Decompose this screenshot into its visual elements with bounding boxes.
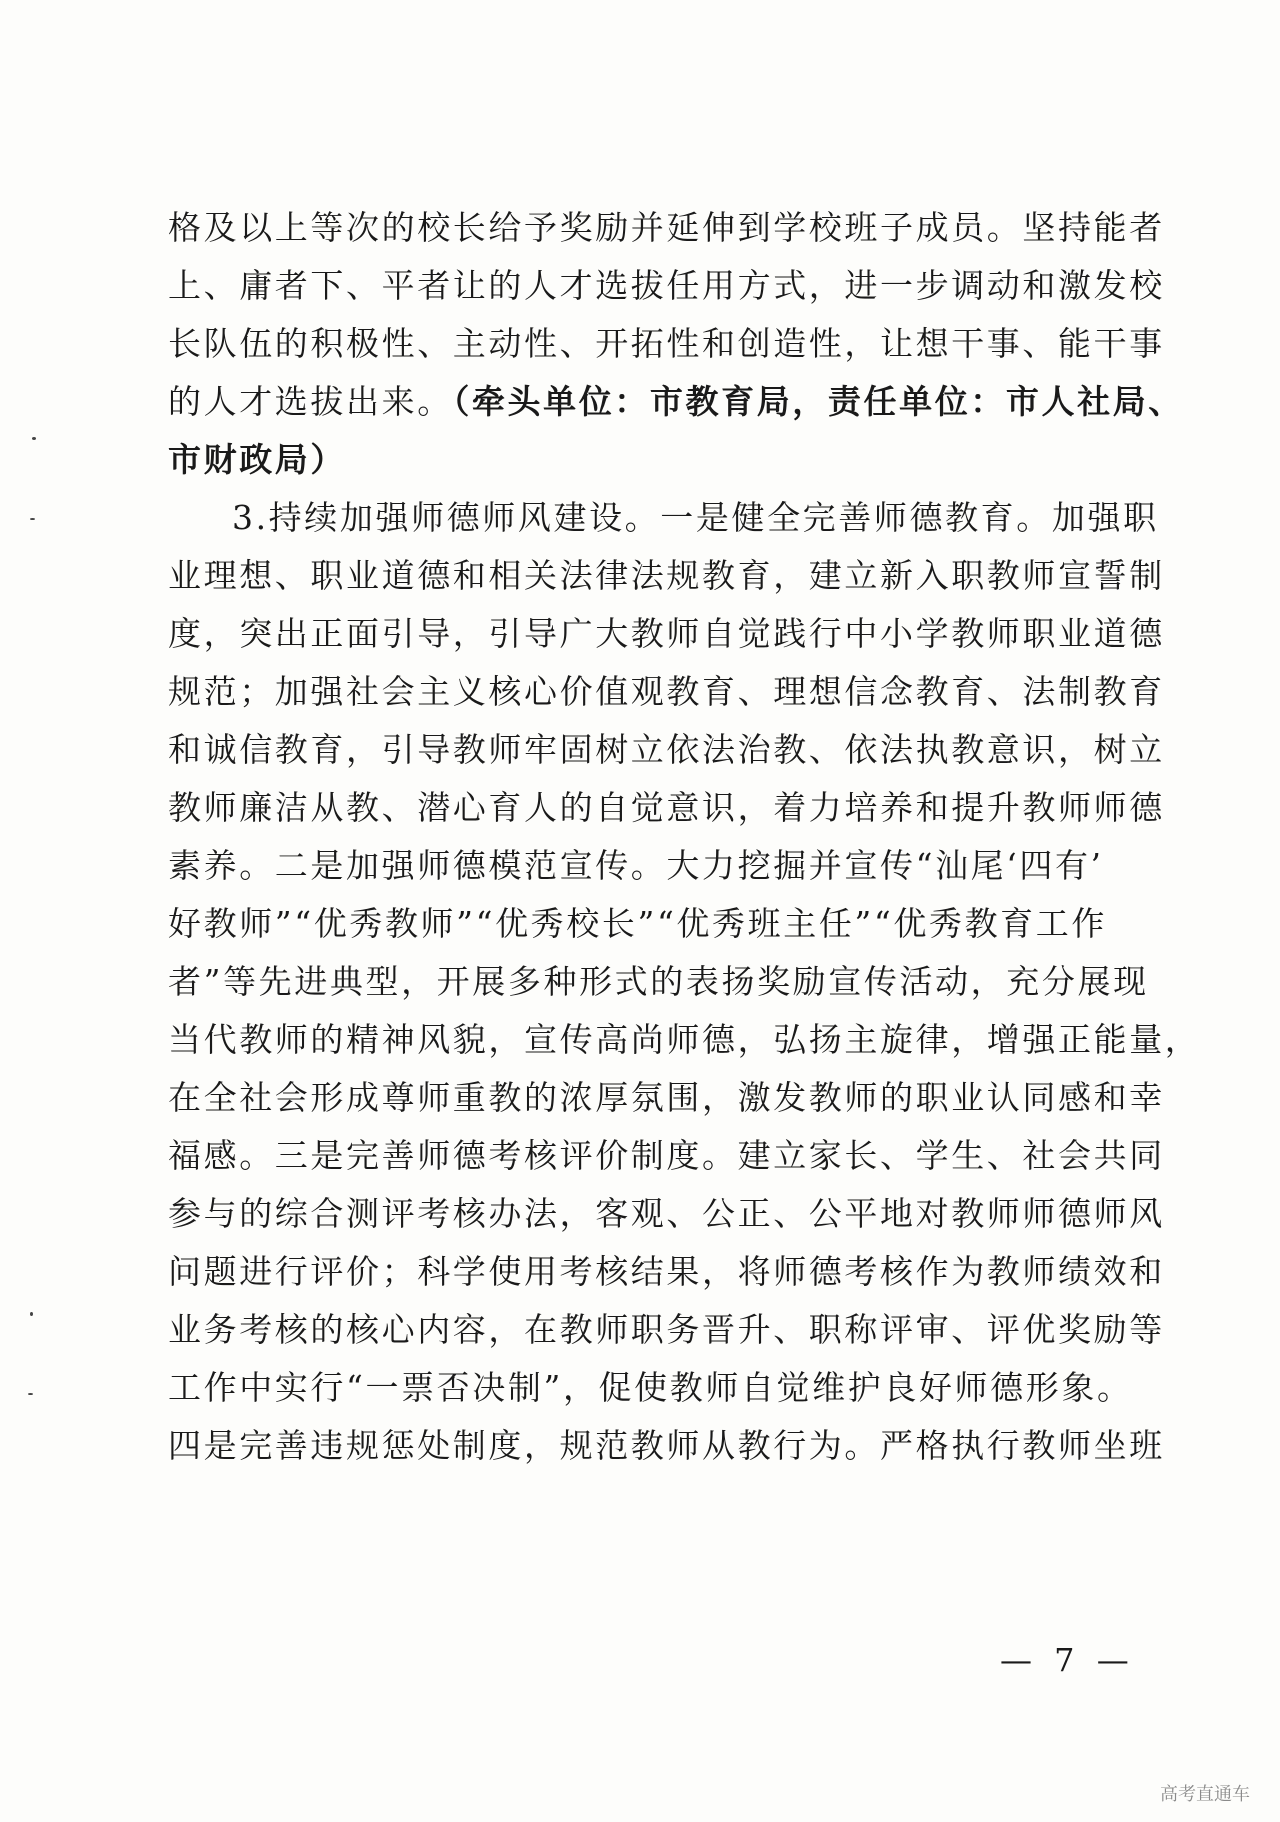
- section-heading: 3.持续加强师德师风建设。一是健全完善师德教育。加强职: [232, 498, 1159, 537]
- text-line-7: 业理想、职业道德和相关法律法规教育，建立新入职教师宣誓制: [168, 556, 1165, 595]
- text-line-8: 度，突出正面引导，引导广大教师自觉践行中小学教师职业道德: [168, 614, 1165, 653]
- text-line-21: 工作中实行“一票否决制”，促使教师自觉维护良好师德形象。: [168, 1368, 1133, 1407]
- scan-speck: [28, 1393, 33, 1395]
- text-line-1: 格及以上等次的校长给予奖励并延伸到学校班子成员。坚持能者: [168, 208, 1165, 247]
- text-line-3: 长队伍的积极性、主动性、开拓性和创造性，让想干事、能干事: [168, 324, 1165, 363]
- responsible-units: （牵头单位：市教育局，责任单位：市人社局、: [452, 382, 1184, 421]
- text-line-13: 好教师”“优秀教师”“优秀校长”“优秀班主任”“优秀教育工作: [168, 904, 1107, 943]
- text-line-2: 上、庸者下、平者让的人才选拔任用方式，进一步调动和激发校: [168, 266, 1165, 305]
- scan-speck: [30, 518, 35, 520]
- text-line-12: 素养。二是加强师德模范宣传。大力挖掘并宣传“汕尾‘四有’: [168, 846, 1104, 885]
- text-line-5: [168, 440, 346, 480]
- text-line-10: 和诚信教育，引导教师牢固树立依法治教、依法执教意识，树立: [168, 730, 1165, 769]
- text-line-22: 四是完善违规惩处制度，规范教师从教行为。严格执行教师坐班: [168, 1426, 1165, 1465]
- text-line-17: 福感。三是完善师德考核评价制度。建立家长、学生、社会共同: [168, 1136, 1165, 1175]
- text-line-14: 者”等先进典型，开展多种形式的表扬奖励宣传活动，充分展现: [168, 962, 1149, 1001]
- page-number: — 7 —: [1000, 1641, 1135, 1679]
- text-line-19: 问题进行评价；科学使用考核结果，将师德考核作为教师绩效和: [168, 1252, 1165, 1291]
- text-line-4: 的人才选拔出来。（牵头单位：市教育局，责任单位：市人社局、: [168, 382, 1184, 421]
- text-line-16: 在全社会形成尊师重教的浓厚氛围，激发教师的职业认同感和幸: [168, 1078, 1165, 1117]
- text-line-15: 当代教师的精神风貌，宣传高尚师德，弘扬主旋律，增强正能量，: [168, 1020, 1201, 1059]
- text-line-20: 业务考核的核心内容，在教师职务晋升、职称评审、评优奖励等: [168, 1310, 1165, 1349]
- watermark: 高考直通车: [1160, 1784, 1250, 1805]
- scan-speck: [30, 1312, 33, 1316]
- responsible-units-cont: 市财政局）: [168, 440, 346, 479]
- scan-speck: [32, 437, 36, 440]
- text-line-9: 规范；加强社会主义核心价值观教育、理想信念教育、法制教育: [168, 672, 1165, 711]
- text-line-11: 教师廉洁从教、潜心育人的自觉意识，着力培养和提升教师师德: [168, 788, 1165, 827]
- text-line-18: 参与的综合测评考核办法，客观、公正、公平地对教师师德师风: [168, 1194, 1165, 1233]
